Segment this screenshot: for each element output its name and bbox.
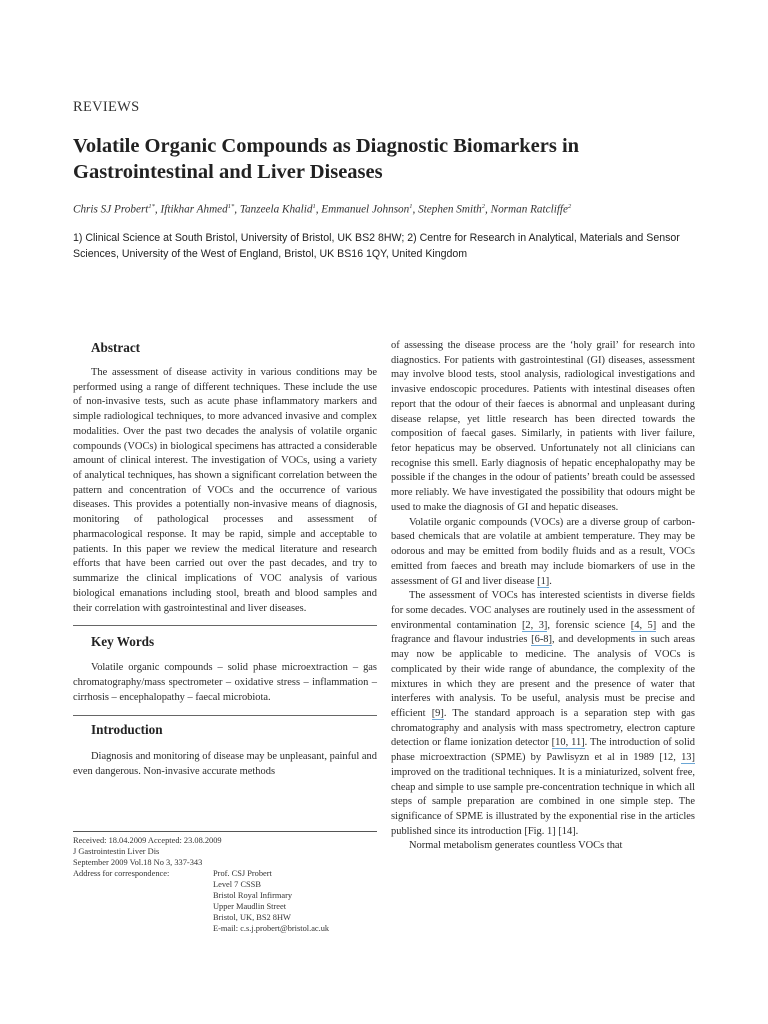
article-footer <box>73 831 377 934</box>
body-text: . The introduction of solid phase microextraction (SPME) by Pawlisyzn et al in 1989 [12, <box>391 737 695 764</box>
abstract-heading: Abstract <box>91 340 141 355</box>
citation-link[interactable]: [4, 5] <box>630 619 657 631</box>
body-text: , and developments in such areas may now be applicable to medicine. The analysis of VOCs is complicated by their wide range of abundance, the complexity of the mixtures in which they are present and the presence of water that interferes with analysis. To be useful, analysis must be precise and efficient <box>391 634 695 719</box>
affiliations: 1) Clinical Science at South Bristol, University of Bristol, UK BS2 8HW; 2) Centre for Research in Analytical, Materials and Sensor Sciences, University of the West of England, Bristol, UK BS16 1QY, United Kingdom <box>73 232 680 260</box>
author-affil-mark: 1 <box>409 203 413 210</box>
introduction-text: Diagnosis and monitoring of disease may be unpleasant, painful and even dangerous. Non-invasive accurate methods <box>73 751 377 778</box>
citation-link[interactable]: [1] <box>537 575 550 587</box>
body-paragraph: Normal metabolism generates countless VOCs that <box>409 840 623 852</box>
author-name: Norman Ratcliffe <box>490 203 568 216</box>
keywords-text: Volatile organic compounds – solid phase microextraction – gas chromatography/mass spectrometer – oxidative stress – inflammation – cirrhosis – encephalopathy – faecal microbiota. <box>73 662 377 703</box>
citation-link[interactable]: [2, 3] <box>521 619 548 631</box>
abstract-text: The assessment of disease activity in various conditions may be performed using a range of different techniques. These include the use of non-invasive tests, such as acute phase inflammatory markers and simple radiological techniques, to more advanced invasive and complex modalities. Over the past two decades the analysis of volatile organic compounds (VOCs) in biological specimens has attracted a considerable amount of clinical interest. The investigation of VOCs, using a variety of analytical techniques, has shown a significant correlation between the pattern and concentration of VOCs and the occurrence of various diseases. This provides a potentially non-invasive means of diagnosis, monitoring of pathological processes and assessment of pharmacological response. It may be rapid, simple and acceptable to patients. In this paper we review the medical literature and research efforts that have been carried out over the past decades, and try to summarize the clinical implications of VOC analysis of various biological emanations including stool, breath and blood samples and their correlation with gastrointestinal and liver diseases. <box>73 367 377 614</box>
address-line: Upper Maudlin Street <box>213 902 287 911</box>
address-label: Address for correspondence: <box>73 869 170 878</box>
address-line: Level 7 CSSB <box>213 880 261 889</box>
keywords-heading: Key Words <box>91 634 155 650</box>
body-paragraph: of assessing the disease process are the ‘holy grail’ for research into diagnostics. For patients with gastrointestinal (GI) diseases, assessment may involve blood tests, stool analysis, radiological investigations and invasive endoscopic procedures. Patients with intestinal diseases often report that the odour of their faeces is abnormal and unpleasant during disease relapse, yet little research has been directed towards the composition of faecal gases. Similarly, in patients with liver failure, fetor hepaticus may be observed. Unfortunately not all clinicians can recognise this smell. Early diagnosis of hepatic encephalopathy may be possible if the changes in the odour of patients’ breath could be assessed more reliably. We have investigated the possibility that odours might be used to make the diagnosis of GI and hepatic diseases. <box>391 340 695 513</box>
author-name: Stephen Smith <box>418 203 482 216</box>
received-dates: Received: 18.04.2009 Accepted: 23.08.2009 <box>73 836 222 845</box>
author-affil-mark: 2 <box>568 203 572 210</box>
footer-divider <box>73 831 377 832</box>
author-affil-mark: 1* <box>227 203 235 210</box>
author-name: Emmanuel Johnson <box>321 203 410 216</box>
author-list: Chris SJ Probert$^{1*}$, Iftikhar Ahmed$^{1*}$, Tanzeela Khalid$^1$, Emmanuel Johnson$^1$, Stephen Smith$^2$, Norman Ratcliffe$^2$ <box>73 203 572 216</box>
body-paragraph <box>391 516 695 590</box>
address-lines <box>213 868 329 934</box>
author-name: Chris SJ Probert <box>73 203 149 216</box>
journal-issue: September 2009 Vol.18 No 3, 337-343 <box>73 858 203 867</box>
address-line: Bristol Royal Infirmary <box>213 891 293 900</box>
citation-link[interactable]: [6-8] <box>531 634 552 646</box>
citation-link[interactable]: [10, 11] <box>551 737 585 749</box>
body-text: , forensic science <box>547 619 631 631</box>
body-text: Volatile organic compounds (VOCs) are a diverse group of carbon-based chemicals that are volatile at ambient temperature. They may be odorous and may be emitted from bodily fluids and as a result, VOCs emitted from faeces and breath may include biomarkers of use in the assessment of GI and liver disease <box>391 516 695 587</box>
body-text: . <box>549 575 552 587</box>
correspondence-address <box>73 868 377 934</box>
author-name: Iftikhar Ahmed <box>160 203 228 216</box>
journal-name: J Gastrointestin Liver Dis <box>73 847 160 856</box>
author-affil-mark: 1* <box>148 203 155 210</box>
author-affil-mark: 1 <box>312 203 316 210</box>
body-text: The assessment of VOCs has interested scientists in diverse fields for some decades. VOC analyses are routinely used in the assessment of environmental contamination <box>391 590 695 631</box>
address-line: Bristol, UK, BS2 8HW <box>213 913 291 922</box>
author-affil-mark: 2 <box>481 203 486 210</box>
body-text: and the fragrance and flavour industries <box>391 619 696 646</box>
citation-link[interactable]: [9] <box>431 707 444 719</box>
address-line: Prof. CSJ Probert <box>213 869 272 878</box>
citation-link[interactable]: 13] <box>681 752 695 764</box>
author-name: Tanzeela Khalid <box>239 203 313 216</box>
article-title: Volatile Organic Compounds as Diagnostic Biomarkers in Gastrointestinal and Liver Diseases <box>73 135 580 183</box>
introduction-heading: Introduction <box>91 722 163 738</box>
body-text: . The standard approach is a separation step with gas chromatography and analysis with mass spectrometry, electron capture detection or flame ionization detector <box>391 707 695 749</box>
left-column <box>73 339 377 780</box>
email-address[interactable]: E-mail: c.s.j.probert@bristol.ac.uk <box>213 924 330 933</box>
body-paragraph <box>391 589 695 839</box>
body-text: improved on the traditional techniques. It is a miniaturized, solvent free, cheap and simple to use sample pre-concentration technique in which all steps of sample preparation are combined in one simple step. The significance of SPME is illustrated by the exponential rise in the articles published since its introduction [Fig. 1] [14]. <box>391 766 695 837</box>
right-column <box>391 339 695 854</box>
section-label: REVIEWS <box>73 99 140 115</box>
